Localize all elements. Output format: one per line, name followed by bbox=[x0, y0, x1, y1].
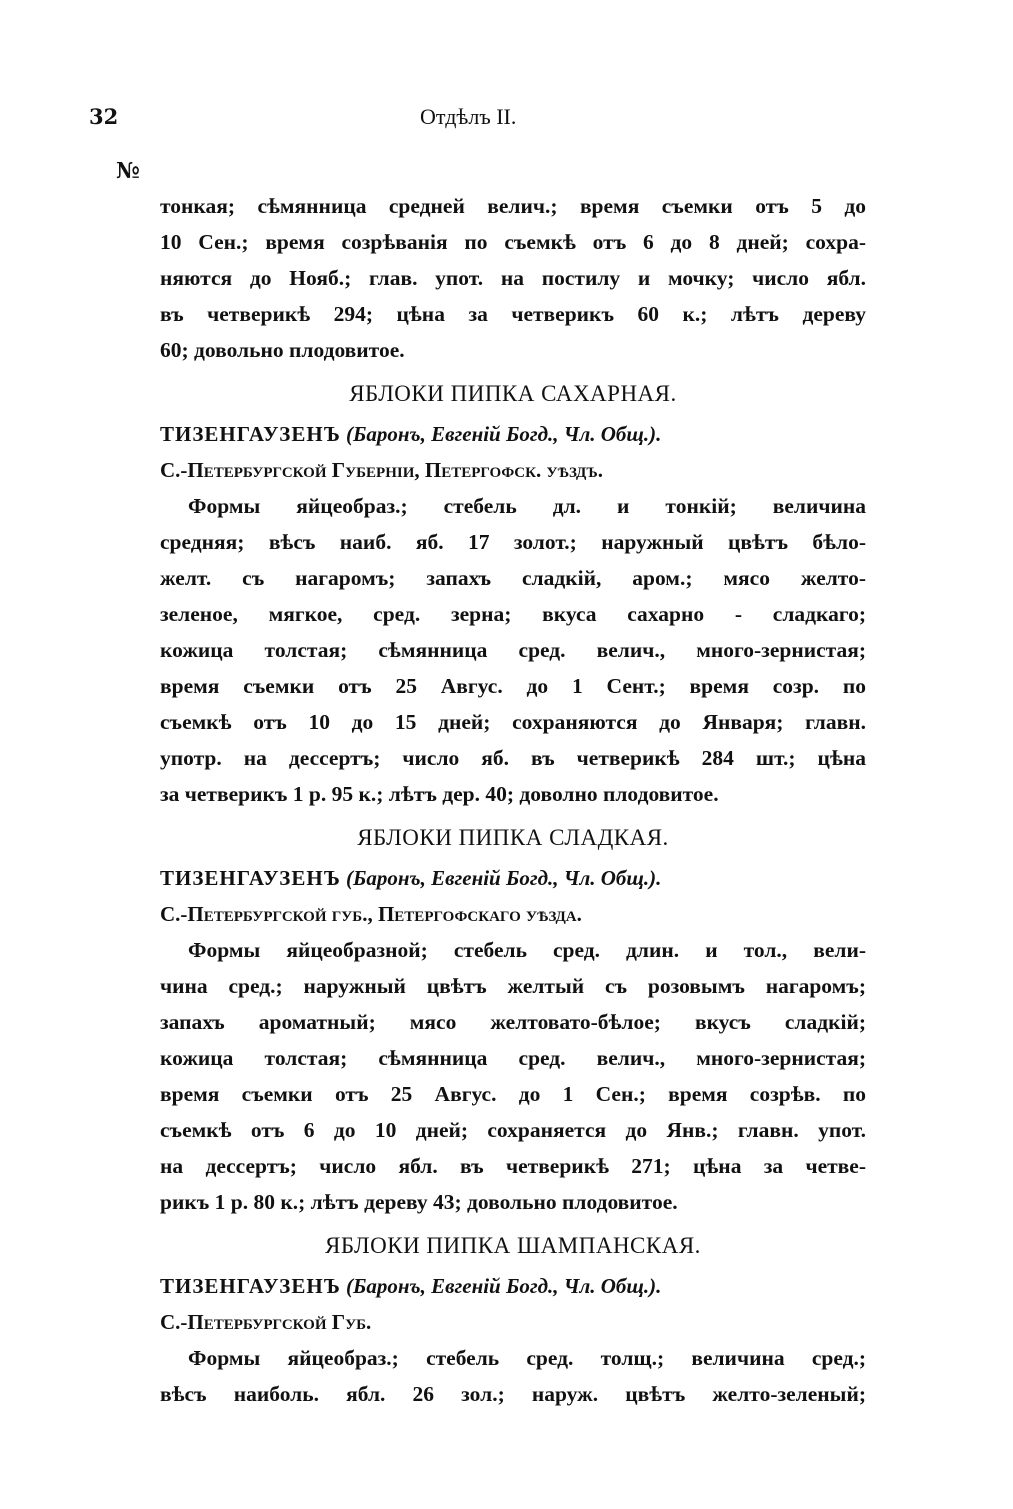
author-line bbox=[160, 860, 866, 896]
text-line: Формы яйцеобраз.; стебель сред. толщ.; величина сред.; bbox=[188, 1346, 866, 1370]
text-line: кожица толстая; сѣмянница сред. велич., много-зернистая; bbox=[160, 638, 866, 662]
text-line: употр. на дессертъ; число яб. въ четверикѣ 284 шт.; цѣна bbox=[160, 746, 866, 770]
text-line: въ четверикѣ 294; цѣна за четверикъ 60 к.; лѣтъ дереву bbox=[160, 302, 866, 326]
region-line: С.-Петербургской губ., Петергофскаго уѣзда. bbox=[160, 902, 582, 926]
text-line: Формы яйцеобраз.; стебель дл. и тонкій; величина bbox=[188, 494, 866, 518]
text-line: вѣсъ наиболь. ябл. 26 зол.; наруж. цвѣтъ желто-зеленый; bbox=[160, 1382, 866, 1406]
text-line: средняя; вѣсъ наиб. яб. 17 золот.; наружный цвѣтъ бѣло- bbox=[160, 530, 866, 554]
author-line bbox=[160, 416, 866, 452]
text-line: съемкѣ отъ 10 до 15 дней; сохраняются до Января; главн. bbox=[160, 710, 866, 734]
author-line bbox=[160, 1268, 866, 1304]
text-line: кожица толстая; сѣмянница сред. велич., много-зернистая; bbox=[160, 1046, 866, 1070]
text-line: время съемки отъ 25 Авгус. до 1 Сен.; время созрѣв. по bbox=[160, 1082, 866, 1106]
author-detail: (Баронъ, Евгеній Богд., Чл. Общ.). bbox=[346, 866, 662, 890]
text-line: желт. съ нагаромъ; запахъ сладкій, аром.; мясо желто- bbox=[160, 566, 866, 590]
author-detail: (Баронъ, Евгеній Богд., Чл. Общ.). bbox=[346, 422, 662, 446]
author-name: ТИЗЕНГАУЗЕНЪ bbox=[160, 866, 341, 890]
author-name: ТИЗЕНГАУЗЕНЪ bbox=[160, 422, 341, 446]
region-line: С.-Петербургской Губерніи, Петергофск. уѣздъ. bbox=[160, 458, 604, 482]
text-line: время съемки отъ 25 Авгус. до 1 Сент.; время созр. по bbox=[160, 674, 866, 698]
page-header bbox=[0, 104, 1013, 134]
section-pipka-shampanskaya bbox=[160, 1224, 866, 1412]
text-line: зеленое, мягкое, сред. зерна; вкуса сахарно - сладкаго; bbox=[160, 602, 866, 626]
author-name: ТИЗЕНГАУЗЕНЪ bbox=[160, 1274, 341, 1298]
text-line: за четверикъ 1 р. 95 к.; лѣтъ дер. 40; доволно плодовитое. bbox=[160, 782, 719, 806]
text-line: тонкая; сѣмянница средней велич.; время съемки отъ 5 до bbox=[160, 194, 866, 218]
continuation-paragraph bbox=[160, 188, 866, 368]
author-detail: (Баронъ, Евгеній Богд., Чл. Общ.). bbox=[346, 1274, 662, 1298]
text-line: 10 Сен.; время созрѣванія по съемкѣ отъ 6 до 8 дней; сохра- bbox=[160, 230, 866, 254]
section-pipka-sladkaya bbox=[160, 816, 866, 1220]
text-line: чина сред.; наружный цвѣтъ желтый съ розовымъ нагаромъ; bbox=[160, 974, 866, 998]
section-heading: ЯБЛОКИ ПИПКА САХАРНАЯ. bbox=[349, 381, 677, 406]
page-body bbox=[160, 188, 866, 1412]
section-heading: ЯБЛОКИ ПИПКА СЛАДКАЯ. bbox=[357, 825, 669, 850]
text-line: 60; довольно плодовитое. bbox=[160, 338, 405, 362]
section-pipka-sakharnaya bbox=[160, 372, 866, 812]
section-heading: ЯБЛОКИ ПИПКА ШАМПАНСКАЯ. bbox=[325, 1233, 701, 1258]
region-line: С.-Петербургской Губ. bbox=[160, 1310, 372, 1334]
page-number: 32 bbox=[89, 104, 119, 129]
text-line: рикъ 1 р. 80 к.; лѣтъ дереву 43; довольно плодовитое. bbox=[160, 1190, 678, 1214]
number-sign: № bbox=[116, 158, 140, 184]
text-line: запахъ ароматный; мясо желтовато-бѣлое; вкусъ сладкій; bbox=[160, 1010, 866, 1034]
running-head: Отдѣлъ II. bbox=[420, 104, 517, 129]
text-line: няются до Нояб.; глав. упот. на постилу и мочку; число ябл. bbox=[160, 266, 866, 290]
text-line: съемкѣ отъ 6 до 10 дней; сохраняется до Янв.; главн. упот. bbox=[160, 1118, 866, 1142]
text-line: на дессертъ; число ябл. въ четверикѣ 271; цѣна за четве- bbox=[160, 1154, 866, 1178]
text-line: Формы яйцеобразной; стебель сред. длин. и тол., вели- bbox=[188, 938, 866, 962]
